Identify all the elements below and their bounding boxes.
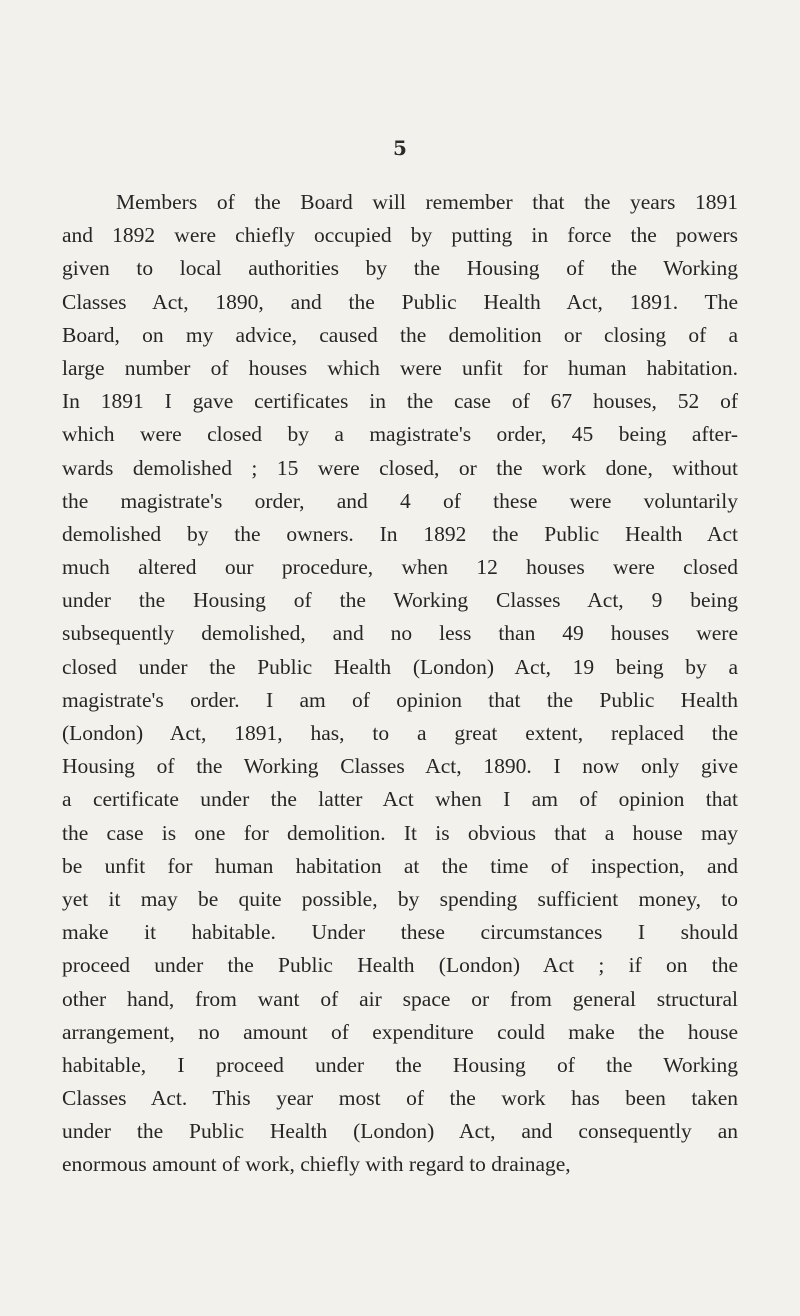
text-line: closed under the Public Health (London) Act, 19 being by a: [62, 654, 738, 679]
text-line: Housing of the Working Classes Act, 1890. I now only give: [62, 754, 738, 779]
text-line: In 1891 I gave certificates in the case of 67 houses, 52 of: [62, 389, 738, 414]
text-line: wards demolished ; 15 were closed, or the work done, without: [62, 455, 738, 480]
text-line: magistrate's order. I am of opinion that the Public Health: [62, 687, 738, 712]
text-line: a certificate under the latter Act when I am of opinion that: [62, 787, 738, 812]
text-line: enormous amount of work, chiefly with regard to drainage,: [62, 1152, 571, 1177]
text-line: under the Housing of the Working Classes Act, 9 being: [62, 588, 738, 613]
page-number: 5: [393, 136, 407, 160]
text-line: proceed under the Public Health (London) Act ; if on the: [62, 953, 738, 978]
text-line: Board, on my advice, caused the demolition or closing of a: [62, 322, 738, 347]
text-line: the magistrate's order, and 4 of these were voluntarily: [62, 488, 738, 513]
text-line: demolished by the owners. In 1892 the Public Health Act: [62, 521, 738, 546]
text-line: Members of the Board will remember that the years 1891: [116, 190, 738, 214]
text-line: Classes Act. This year most of the work has been taken: [62, 1086, 738, 1111]
text-line: Classes Act, 1890, and the Public Health Act, 1891. The: [62, 289, 738, 314]
text-line: given to local authorities by the Housing of the Working: [62, 256, 738, 281]
text-line: make it habitable. Under these circumstances I should: [62, 920, 738, 945]
body-paragraph: [62, 186, 738, 1182]
text-line: yet it may be quite possible, by spending sufficient money, to: [62, 886, 738, 911]
text-line: under the Public Health (London) Act, and consequently an: [62, 1119, 738, 1144]
text-line: arrangement, no amount of expenditure could make the house: [62, 1019, 738, 1044]
text-line: habitable, I proceed under the Housing of the Working: [62, 1052, 738, 1077]
text-line: (London) Act, 1891, has, to a great extent, replaced the: [62, 721, 738, 745]
text-line: large number of houses which were unfit for human habitation.: [62, 355, 738, 380]
text-line: the case is one for demolition. It is obvious that a house may: [62, 820, 738, 845]
text-line: other hand, from want of air space or from general structural: [62, 986, 738, 1011]
text-line: which were closed by a magistrate's order, 45 being after-: [62, 422, 738, 447]
text-line: be unfit for human habitation at the time of inspection, and: [62, 853, 738, 878]
text-line: subsequently demolished, and no less than 49 houses were: [62, 621, 738, 646]
text-line: much altered our procedure, when 12 houses were closed: [62, 555, 738, 580]
text-line: and 1892 were chiefly occupied by putting in force the powers: [62, 223, 738, 248]
